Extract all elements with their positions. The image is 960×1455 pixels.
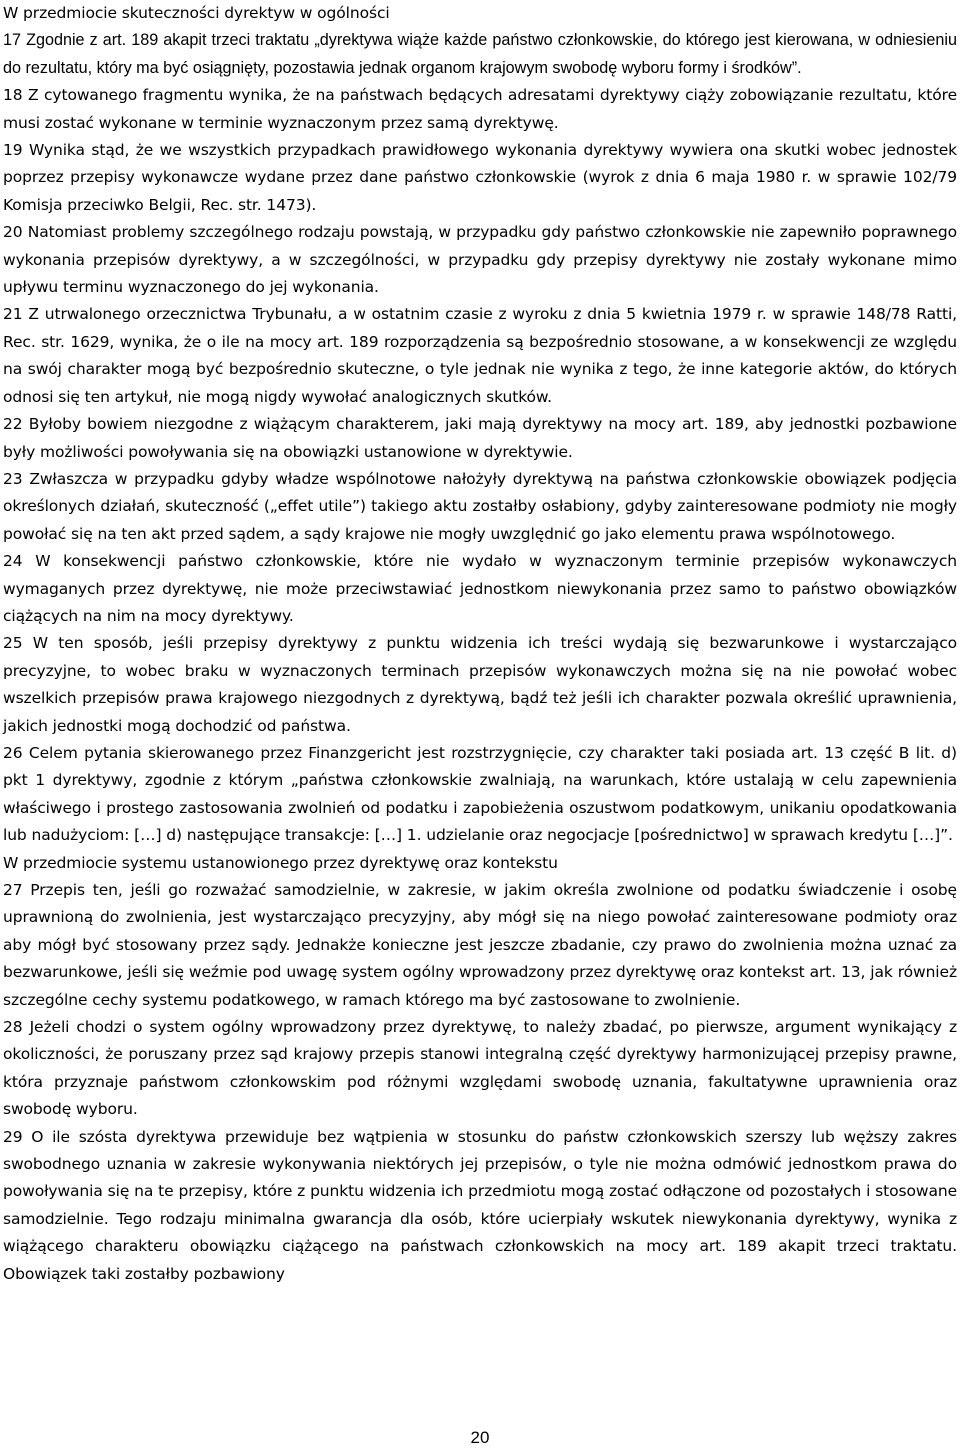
page-number: 20	[470, 1428, 490, 1447]
paragraph-25: 25 W ten sposób, jeśli przepisy dyrektywy z punktu widzenia ich treści wydają się bezwarunkowe i wystarczająco precyzyjne, to wobec braku w wyznaczonych terminach przepisów wykonawczych można się na nie powołać wobec wszelkich przepisów prawa krajowego niezgodnych z dyrektywą, bądź też jeśli ich charakter pozwala określić uprawnienia, jakich jednostki mogą dochodzić od państwa.	[3, 634, 957, 735]
paragraph-29: 29 O ile szósta dyrektywa przewiduje bez wątpienia w stosunku do państw członkowskich szerszy lub węższy zakres swobodnego uznania w zakresie wykonywania niektórych jej przepisów, o tyle nie można odmówić jednostkom prawa do powoływania się na te przepisy, które z punktu widzenia ich przedmiotu mogą zostać odłączone od pozostałych i stosowane samodzielnie. Tego rodzaju minimalna gwarancja dla osób, które ucierpiały wskutek niewykonania dyrektywy, wynika z wiążącego charakteru obowiązku ciążącego na państwach członkowskich na mocy art. 189 akapit trzeci traktatu. Obowiązek taki zostałby pozbawiony	[3, 1127, 957, 1283]
paragraph-17: 17 Zgodnie z art. 189 akapit trzeci traktatu „dyrektywa wiąże każde państwo członkowskie, do którego jest kierowana, w odniesieniu do rezultatu, który ma być osiągnięty, pozostawia jednak organom krajowym swobodę wyboru formy i środków”.	[3, 31, 957, 77]
paragraph-24: 24 W konsekwencji państwo członkowskie, które nie wydało w wyznaczonym terminie przepisów wykonawczych wymaganych przez dyrektywę, nie może przeciwstawiać jednostkom niewykonania przez samo to państwo obowiązków ciążących na nim na mocy dyrektywy.	[3, 552, 957, 625]
paragraph-18: 18 Z cytowanego fragmentu wynika, że na państwach będących adresatami dyrektywy ciąży zobowiązanie rezultatu, które musi zostać wykonane w terminie wyznaczonym przez samą dyrektywę.	[3, 86, 957, 132]
paragraph-22: 22 Byłoby bowiem niezgodne z wiążącym charakterem, jaki mają dyrektywy na mocy art. 189, aby jednostki pozbawione były możliwości powoływania się na obowiązki ustanowione w dyrektywie.	[3, 415, 957, 461]
paragraph-21: 21 Z utrwalonego orzecznictwa Trybunału, a w ostatnim czasie z wyroku z dnia 5 kwietnia 1979 r. w sprawie 148/78 Ratti, Rec. str. 1629, wynika, że o ile na mocy art. 189 rozporządzenia są bezpośrednio stosowane, a w konsekwencji ze względu na swój charakter mogą być bezpośrednio skuteczne, o tyle jednak nie wynika z tego, że inne kategorie aktów, do których odnosi się ten artykuł, nie mogą nigdy wywołać analogicznych skutków.	[3, 305, 957, 406]
paragraph-19: 19 Wynika stąd, że we wszystkich przypadkach prawidłowego wykonania dyrektywy wywiera ona skutki wobec jednostek poprzez przepisy wykonawcze wydane przez dane państwo członkowskie (wyrok z dnia 6 maja 1980 r. w sprawie 102/79 Komisja przeciwko Belgii, Rec. str. 1473).	[3, 141, 957, 214]
paragraph-20: 20 Natomiast problemy szczególnego rodzaju powstają, w przypadku gdy państwo członkowskie nie zapewniło poprawnego wykonania przepisów dyrektywy, a w szczególności, w przypadku gdy przepisy dyrektywy nie zostały wykonane mimo upływu terminu wyznaczonego do jej wykonania.	[3, 223, 957, 297]
section-heading: W przedmiocie systemu ustanowionego przez dyrektywę oraz kontekstu	[3, 853, 558, 872]
paragraph-28: 28 Jeżeli chodzi o system ogólny wprowadzony przez dyrektywę, to należy zbadać, po pierwsze, argument wynikający z okoliczności, że poruszany przez sąd krajowy przepis stanowi integralną część dyrektywy harmonizującej przepisy prawne, która przyznaje państwom członkowskim pod różnymi względami swobodę uznania, fakultatywne uprawnienia oraz swobodę wyboru.	[3, 1018, 957, 1119]
paragraph-26: 26 Celem pytania skierowanego przez Finanzgericht jest rozstrzygnięcie, czy charakter taki posiada art. 13 część B lit. d) pkt 1 dyrektywy, zgodnie z którym „państwa członkowskie zwalniają, na warunkach, które ustalają w celu zapewnienia właściwego i prostego zastosowania zwolnień od podatku i zapobieżenia oszustwom podatkowym, unikaniu opodatkowania lub nadużyciom: […] d) następujące transakcje: […] 1. udzielanie oraz negocjacje [pośrednictwo] w sprawach kredytu […]”.	[3, 743, 957, 845]
paragraph-27: 27 Przepis ten, jeśli go rozważać samodzielnie, w zakresie, w jakim określa zwolnione od podatku świadczenie i osobę uprawnioną do zwolnienia, jest wystarczająco precyzyjny, aby mógł się na niego powołać zainteresowane podmioty oraz aby mógł być stosowany przez sądy. Jednakże konieczne jest jeszcze zbadanie, czy prawo do zwolnienia można uznać za bezwarunkowe, jeśli się weźmie pod uwagę system ogólny wprowadzony przez dyrektywę oraz kontekst art. 13, jak również szczególne cechy systemu podatkowego, w ramach którego ma być zastosowane to zwolnienie.	[3, 881, 957, 1009]
section-heading: W przedmiocie skuteczności dyrektyw w ogólności	[3, 4, 390, 22]
paragraph-23: 23 Zwłaszcza w przypadku gdyby władze wspólnotowe nałożyły dyrektywą na państwa członkowskie obowiązek podjęcia określonych działań, skuteczność („effet utile”) takiego aktu zostałby osłabiony, gdyby zainteresowane podmioty nie mogły powołać się na ten akt przed sądem, a sądy krajowe nie mogły uwzględnić go jako elementu prawa wspólnotowego.	[3, 469, 957, 543]
document-page	[3, 0, 957, 1288]
